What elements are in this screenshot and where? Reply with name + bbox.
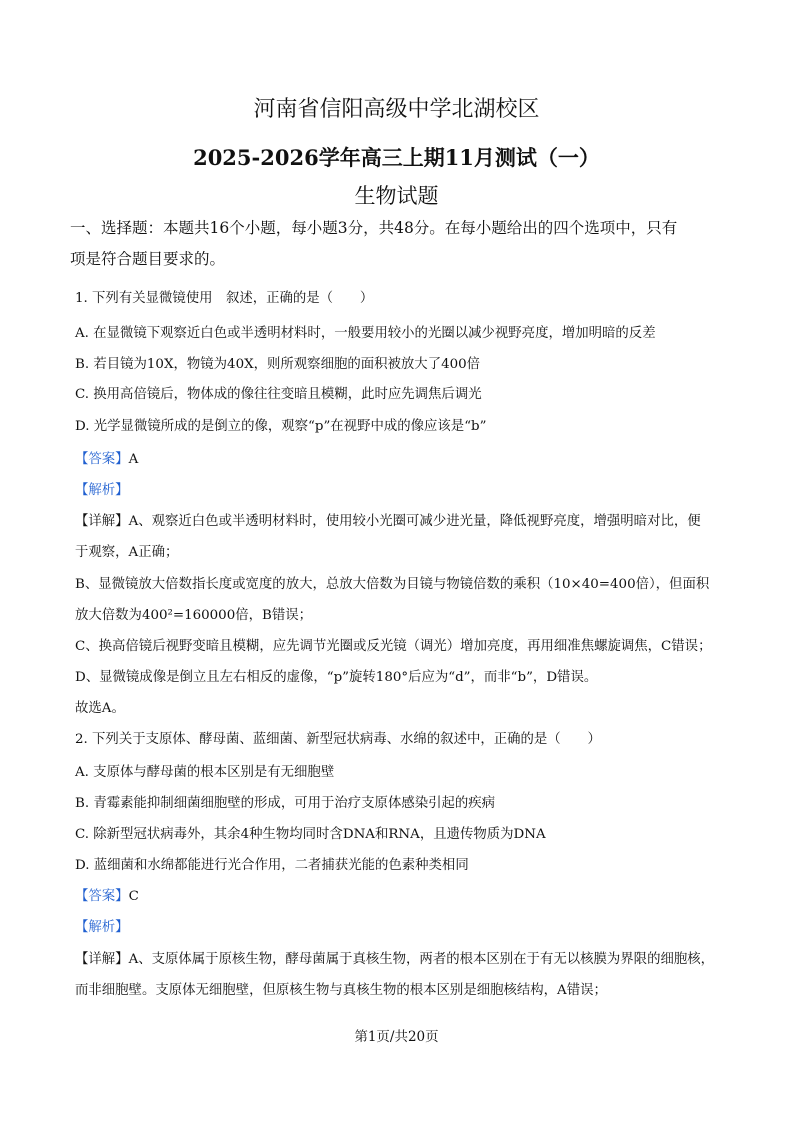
q1-option-a: A. 在显微镜下观察近白色或半透明材料时，一般要用较小的光圈以减少视野亮度，增加明暗的反差 [75,326,656,341]
q1-detail-text-1: A、观察近白色或半透明材料时，使用较小光圈可减少进光量，降低视野亮度，增强明暗对比，便 [128,514,701,529]
q1-stem: 1. 下列有关显微镜使用 叙述，正确的是（ ） [75,291,374,306]
q1-detail-line-5: C、换高倍镜后视野变暗且模糊，应先调节光圈或反光镜（调光）增加亮度，再用细准焦螺旋调焦，C错误； [75,639,712,654]
q2-analysis-tag: 【解析】 [75,920,129,935]
q1-option-c: C. 换用高倍镜后，物体成的像往往变暗且模糊，此时应先调焦后调光 [75,387,482,402]
subject-title: 生物试题 [354,184,439,208]
q1-analysis-line [75,482,129,500]
q1-conclusion: 故选A。 [75,701,125,716]
section-instruction-line2: 项是符合题目要求的。 [70,250,226,268]
q2-detail-text-1: A、支原体属于原核生物，酵母菌属于真核生物，两者的根本区别在于有无以核膜为界限的细胞核， [128,952,715,967]
school-title: 河南省信阳高级中学北湖校区 [253,97,540,122]
q1-answer-line [75,451,138,469]
page-footer: 第1页/共20页 [354,1029,439,1045]
q2-detail-line-2: 而非细胞壁。支原体无细胞壁，但原核生物与真核生物的根本区别是细胞核结构，A错误； [75,983,607,998]
q1-detail-line-6: D、显微镜成像是倒立且左右相反的虚像，“p”旋转180°后应为“d”，而非“b”，D错误。 [75,670,598,685]
q1-detail-line-1 [75,513,701,531]
q2-option-c: C. 除新型冠状病毒外，其余4种生物均同时含DNA和RNA，且遗传物质为DNA [75,827,546,842]
q2-option-d: D. 蓝细菌和水绵都能进行光合作用，二者捕获光能的色素种类相同 [75,858,469,873]
q2-answer: C [128,889,139,904]
section-instruction-line1: 一、选择题：本题共16个小题，每小题3分，共48分。在每小题给出的四个选项中，只有 [70,219,678,237]
q1-detail-line-2: 于观察，A正确； [75,545,179,560]
q2-option-a: A. 支原体与酵母菌的根本区别是有无细胞壁 [75,765,335,780]
q2-detail-line-1 [75,951,714,969]
q2-analysis-line [75,919,129,937]
q2-option-b: B. 青霉素能抑制细菌细胞壁的形成，可用于治疗支原体感染引起的疾病 [75,796,496,811]
q1-answer-tag: 【答案】 [75,452,129,467]
exam-title: 2025-2026学年高三上期11月测试（一） [193,145,600,170]
q1-option-d: D. 光学显微镜所成的是倒立的像，观察“p”在视野中成的像应该是“b” [75,419,487,434]
q1-detail-line-3: B、显微镜放大倍数指长度或宽度的放大，总放大倍数为目镜与物镜倍数的乘积（10×40=400倍），但面积 [75,577,710,592]
q1-detail-tag: 【详解】 [75,514,129,529]
q1-analysis-tag: 【解析】 [75,483,129,498]
q1-option-b: B. 若目镜为10X，物镜为40X，则所观察细胞的面积被放大了400倍 [75,357,481,372]
q1-answer: A [128,452,139,467]
q2-answer-line [75,888,139,906]
q2-stem: 2. 下列关于支原体、酵母菌、蓝细菌、新型冠状病毒、水绵的叙述中，正确的是（ ） [75,732,601,747]
q1-detail-line-4: 放大倍数为400²=160000倍，B错误； [75,608,313,623]
q2-answer-tag: 【答案】 [75,889,129,904]
q2-detail-tag: 【详解】 [75,952,129,967]
